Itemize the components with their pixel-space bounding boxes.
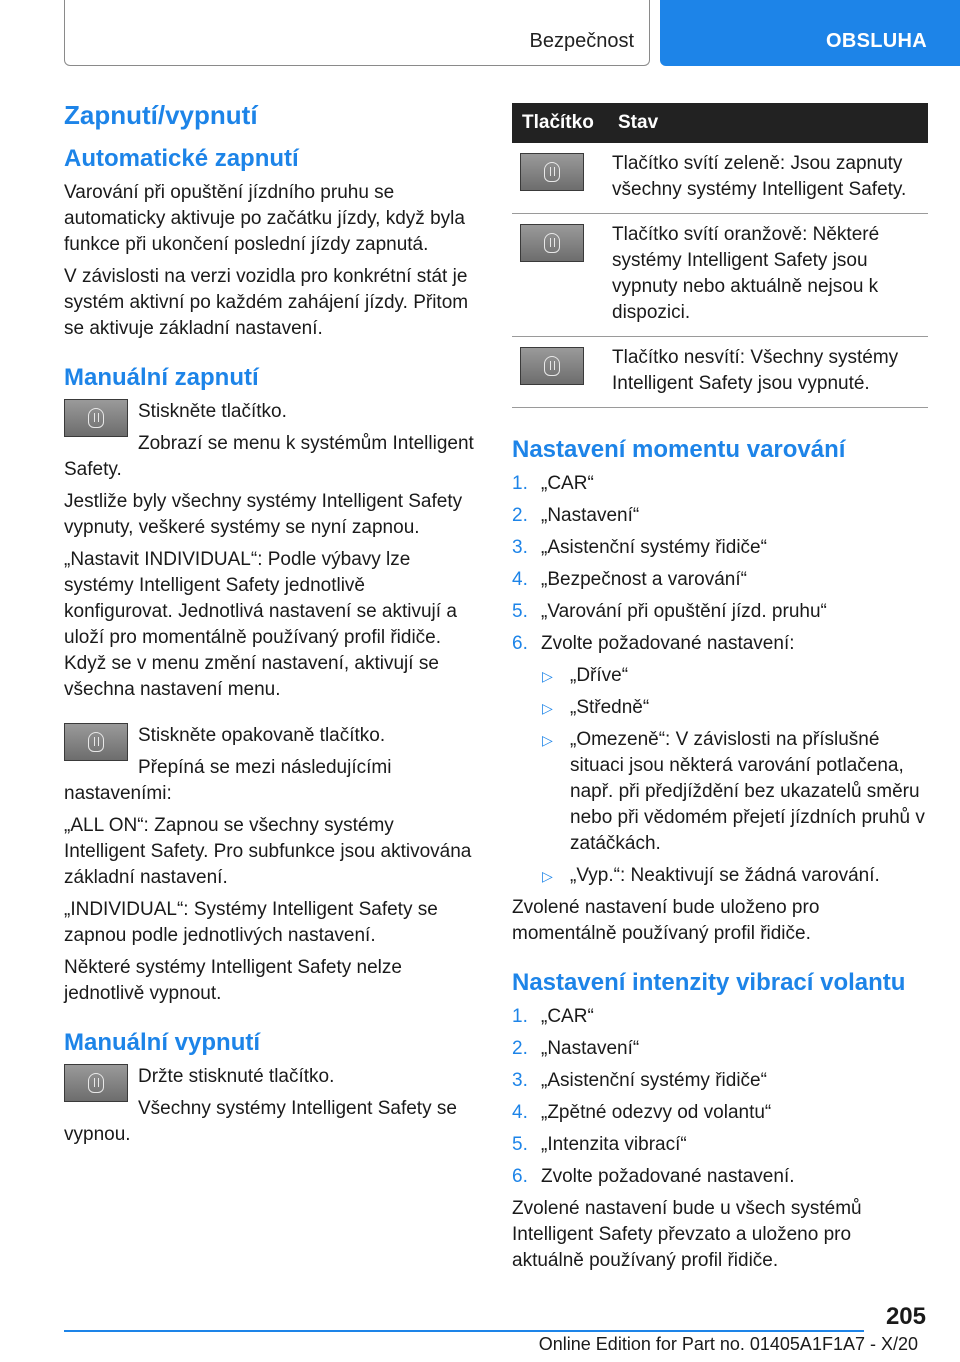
list-item: 5. „Varování při opuštění jízd. pruhu“ xyxy=(512,600,827,622)
chapter-tab[interactable] xyxy=(660,0,960,66)
paragraph: V závislosti na verzi vozidla pro konkrétní stát je systém aktivní po každém zahájení jízdy. Přitom se aktivuje základní nastavení. xyxy=(64,265,469,339)
table-header-button: Tlačítko xyxy=(512,103,608,143)
button-status-table xyxy=(512,103,928,408)
right-column xyxy=(512,103,928,1280)
warning-time-options xyxy=(512,663,928,889)
status-text: Tlačítko nesvítí: Všechny systémy Intelligent Safety jsou vypnuté. xyxy=(608,337,928,408)
status-text: Tlačítko svítí oranžově: Některé systémy Intelligent Safety jsou vypnuty nebo aktuálně nejsou k dispozici. xyxy=(608,214,928,337)
option-item: ▷ „Středně“ xyxy=(512,695,928,721)
option-item: ▷ „Omezeně“: V závislosti na příslušné situaci jsou některá varování potlačena, např. při předjíždění bez ukazatelů směru nebo při vědomém přejetí jízdních pruhů v zatáčkách. xyxy=(542,728,925,854)
step-press-button xyxy=(64,399,478,489)
option-item: ▷ „Dříve“ xyxy=(512,663,928,689)
table-header-status: Stav xyxy=(608,103,928,143)
list-item: 1. „CAR“ xyxy=(512,472,594,494)
list-item: 3. „Asistenční systémy řidiče“ xyxy=(512,1069,767,1091)
chapter-tab-label: OBSLUHA xyxy=(826,30,927,52)
step-text: Držte stisknuté tlačítko. xyxy=(138,1065,335,1087)
table-row xyxy=(512,337,928,408)
step-result: Všechny systémy Intelligent Safety se vypnou. xyxy=(64,1097,457,1145)
list-item: 4. „Bezpečnost a varování“ xyxy=(512,568,747,590)
paragraph: Zvolené nastavení bude uloženo pro momentálně používaný profil řidiče. xyxy=(512,896,820,944)
page-title: Zapnutí/vypnutí xyxy=(64,100,258,130)
list-item: 1. „CAR“ xyxy=(512,1005,594,1027)
list-item: 4. „Zpětné odezvy od volantu“ xyxy=(512,1101,772,1123)
list-item: 2. „Nastavení“ xyxy=(512,504,640,526)
button-orange-icon xyxy=(520,224,584,262)
page-number: 205 xyxy=(885,1303,926,1330)
warning-time-steps xyxy=(512,471,928,657)
edition-text: Online Edition for Part no. 01405A1F1A7 - X/20 xyxy=(538,1334,918,1354)
triangle-bullet-icon: ▷ xyxy=(542,699,553,716)
step-result: Zobrazí se menu k systémům Intelligent Safety. xyxy=(64,432,474,480)
paragraph: Varování při opuštění jízdního pruhu se automaticky aktivuje po začátku jízdy, když byla funkce při ukončení poslední jízdy zapnutá. xyxy=(64,181,465,255)
button-off-icon xyxy=(520,347,584,385)
paragraph: „ALL ON“: Zapnou se všechny systémy Intelligent Safety. Pro subfunkce jsou aktivována základní nastavení. xyxy=(64,814,472,888)
triangle-bullet-icon: ▷ xyxy=(542,731,553,748)
heading-vibration: Nastavení intenzity vibrací volantu xyxy=(512,968,906,996)
intelligent-safety-button-icon xyxy=(64,1064,128,1102)
intelligent-safety-button-icon xyxy=(64,399,128,437)
step-press-repeatedly xyxy=(64,723,478,813)
footer-divider xyxy=(64,1330,864,1332)
list-item: 2. „Nastavení“ xyxy=(512,1037,640,1059)
paragraph: Některé systémy Intelligent Safety nelze jednotlivě vypnout. xyxy=(64,956,402,1004)
heading-manual-on: Manuální zapnutí xyxy=(64,363,259,391)
heading-warning-time: Nastavení momentu varování xyxy=(512,436,846,463)
status-text: Tlačítko svítí zeleně: Jsou zapnuty všechny systémy Intelligent Safety. xyxy=(608,143,928,214)
table-row xyxy=(512,214,928,337)
paragraph: Zvolené nastavení bude u všech systémů Intelligent Safety převzato a uloženo pro aktuálně používaný profil řidiče. xyxy=(512,1197,862,1271)
triangle-bullet-icon: ▷ xyxy=(542,667,553,684)
table-row xyxy=(512,143,928,214)
list-item: 3. „Asistenční systémy řidiče“ xyxy=(512,536,767,558)
list-item: 6. Zvolte požadované nastavení. xyxy=(512,1165,795,1187)
paragraph: „INDIVIDUAL“: Systémy Intelligent Safety se zapnou podle jednotlivých nastavení. xyxy=(64,898,438,946)
triangle-bullet-icon: ▷ xyxy=(542,867,553,884)
intelligent-safety-button-icon xyxy=(64,723,128,761)
list-item: 6. Zvolte požadované nastavení: xyxy=(512,632,795,654)
step-hold-button xyxy=(64,1064,478,1154)
step-text: Stiskněte opakovaně tlačítko. xyxy=(138,724,386,746)
heading-auto-on: Automatické zapnutí xyxy=(64,145,299,173)
left-column xyxy=(64,100,478,1154)
list-item: 5. „Intenzita vibrací“ xyxy=(512,1133,687,1155)
vibration-steps xyxy=(512,1004,928,1190)
step-text: Stiskněte tlačítko. xyxy=(138,400,287,422)
paragraph: Jestliže byly všechny systémy Intelligent Safety vypnuty, veškeré systémy se nyní zapnou. xyxy=(64,490,463,538)
paragraph: „Nastavit INDIVIDUAL“: Podle výbavy lze systémy Intelligent Safety jednotlivě konfigurovat. Jednotlivá nastavení se aktivují a uloží pro momentálně používaný profil řidiče. Když se v menu změní nastavení, aktivují se všechna nastavení menu. xyxy=(64,548,457,700)
button-green-icon xyxy=(520,153,584,191)
page-header xyxy=(0,0,960,66)
heading-manual-off: Manuální vypnutí xyxy=(64,1028,261,1056)
step-result: Přepíná se mezi následujícími nastaveními: xyxy=(64,756,392,804)
section-title: Bezpečnost xyxy=(529,30,634,52)
option-item: ▷ „Vyp.“: Neaktivují se žádná varování. xyxy=(512,863,928,889)
